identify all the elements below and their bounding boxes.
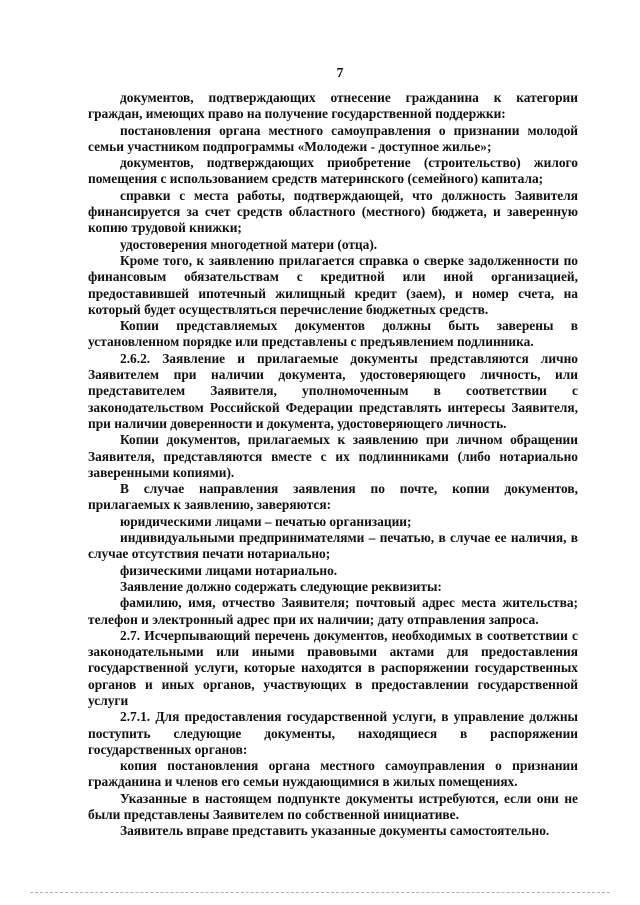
paragraph: Указанные в настоящем подпункте документы истребуются, если они не были представлены Заявителем по собственной инициативе.: [88, 790, 578, 823]
page-number: 7: [336, 66, 344, 81]
paragraph: Заявление должно содержать следующие реквизиты:: [120, 578, 442, 594]
paragraph: копия постановления органа местного самоуправления о признании гражданина и членов его семьи нуждающимися в жилых помещениях.: [88, 758, 578, 790]
paragraph: 2.7.1. Для предоставления государственной услуги, в управление должны поступить следующие документы, находящиеся в распоряжении государственных органов:: [88, 709, 578, 757]
paragraph: 2.6.2. Заявление и прилагаемые документы представляются лично Заявителем при наличии документа, удостоверяющего личность, или представителем Заявителя, уполномоченным в соответствии с законодательством Российской Федерации представлять интересы Заявителя, при наличии доверенности и документа, удостоверяющего личность.: [88, 350, 578, 431]
paragraph: документов, подтверждающих приобретение (строительство) жилого помещения с использованием средств материнского (семейного) капитала;: [88, 155, 578, 187]
paragraph: документов, подтверждающих отнесение гражданина к категории граждан, имеющих право на получение государственной поддержки:: [88, 90, 578, 122]
paragraph: справки с места работы, подтверждающей, что должность Заявителя финансируется за счет средств областного (местного) бюджета, и заверенную копию трудовой книжки;: [88, 187, 578, 236]
paragraph: удостоверения многодетной матери (отца).: [120, 236, 378, 252]
paragraph: индивидуальными предпринимателями – печатью, в случае ее наличия, в случае отсутствия печати нотариально;: [88, 530, 578, 562]
paragraph: постановления органа местного самоуправления о признании молодой семьи участником подпрограммы «Молодежи - доступное жилье»;: [88, 122, 578, 154]
paragraph: Заявитель вправе представить указанные документы самостоятельно.: [120, 823, 550, 839]
paragraph: физическими лицами нотариально.: [120, 562, 338, 578]
paragraph: юридическими лицами – печатью организации;: [120, 513, 412, 529]
paragraph: В случае направления заявления по почте, копии документов, прилагаемых к заявлению, заверяются:: [88, 481, 578, 513]
paragraph: Копии документов, прилагаемых к заявлению при личном обращении Заявителя, представляются вместе с их подлинниками (либо нотариально заверенными копиями).: [88, 432, 578, 480]
paragraph: Копии представляемых документов должны быть заверены в установленном порядке или представлены с предъявлением подлинника.: [88, 318, 578, 350]
paragraph: 2.7. Исчерпывающий перечень документов, необходимых в соответствии с законодательными или иными правовыми актами для предоставления государственной услуги, которые находятся в распоряжении государственных органов и иных органов, участвующих в предоставлении государственной услуги: [88, 627, 578, 708]
paragraph: Кроме того, к заявлению прилагается справка о сверке задолженности по финансовым обязательствам с кредитной или иной организацией, предоставившей ипотечный жилищный кредит (заем), и номер счета, на который будет осуществляться перечисление бюджетных средств.: [88, 252, 578, 317]
document-body: [88, 90, 578, 840]
page-bottom-divider: [30, 892, 610, 894]
paragraph: фамилию, имя, отчество Заявителя; почтовый адрес места жительства; телефон и электронный адрес при их наличии; дату отправления запроса.: [88, 595, 578, 627]
